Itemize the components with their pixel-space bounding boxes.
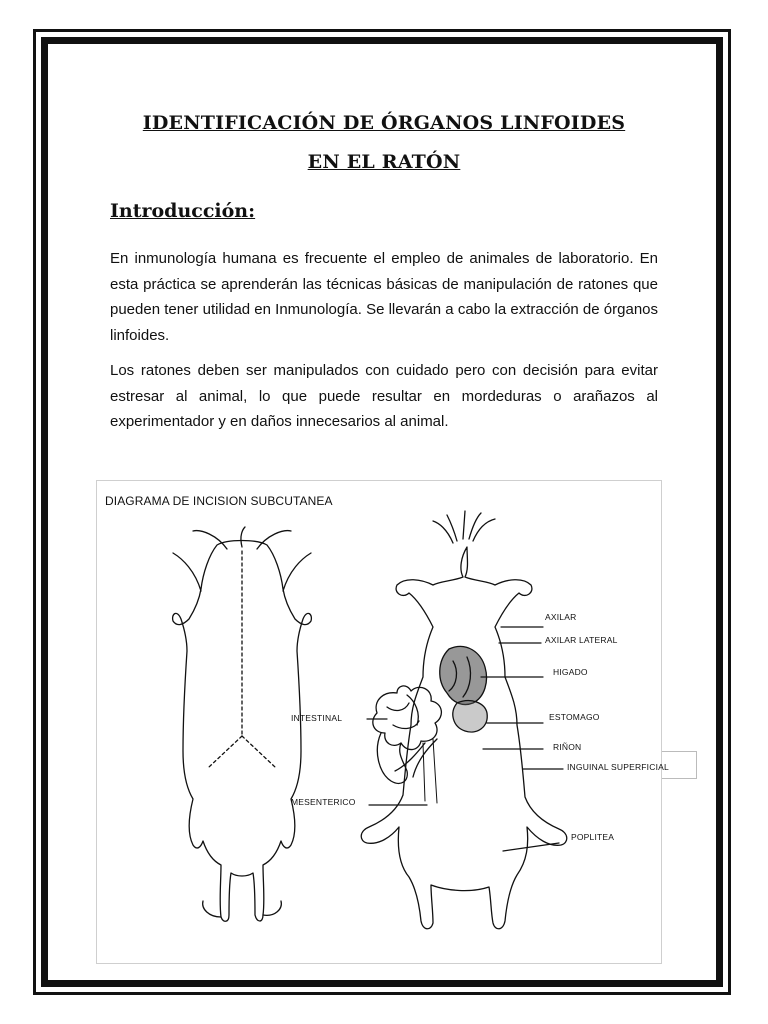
label-mesenterico: MESENTERICO [291,797,356,807]
label-estomago: ESTOMAGO [549,712,600,722]
label-axilar: AXILAR [545,612,577,622]
document-title-line1: IDENTIFICACIÓN DE ÓRGANOS LINFOIDES [142,112,626,134]
section-heading-introduccion: Introducción: [110,200,256,222]
label-axilar-lateral: AXILAR LATERAL [545,635,618,645]
mouse-illustrations [97,481,663,965]
label-rinon: RIÑON [553,742,582,752]
document-title-line2: EN EL RATÓN [307,151,461,173]
label-intestinal: INTESTINAL [291,713,343,723]
intro-paragraph-2: Los ratones deben ser manipulados con cuidado pero con decisión para evitar estresar al animal, lo que puede resultar en mordeduras o arañazos al experimentador y en daños innecesarios al animal. [110,362,658,430]
mouse-ventral-dissection-icon [361,511,567,929]
label-higado: HIGADO [553,667,588,677]
label-poplitea: POPLITEA [571,832,615,842]
mouse-dorsal-outline-icon [173,527,312,921]
label-inguinal-superficial: INGUINAL SUPERFICIAL [567,762,669,772]
intro-paragraph-1: En inmunología humana es frecuente el empleo de animales de laboratorio. En esta práctica se aprenderán las técnicas básicas de manipulación de ratones que pueden tener utilidad en Inmunología. Se llevarán a cabo la extracción de órganos linfoides. [110,250,658,344]
incision-diagram-figure [96,480,669,964]
figure-title: DIAGRAMA DE INCISION SUBCUTANEA [105,494,333,508]
